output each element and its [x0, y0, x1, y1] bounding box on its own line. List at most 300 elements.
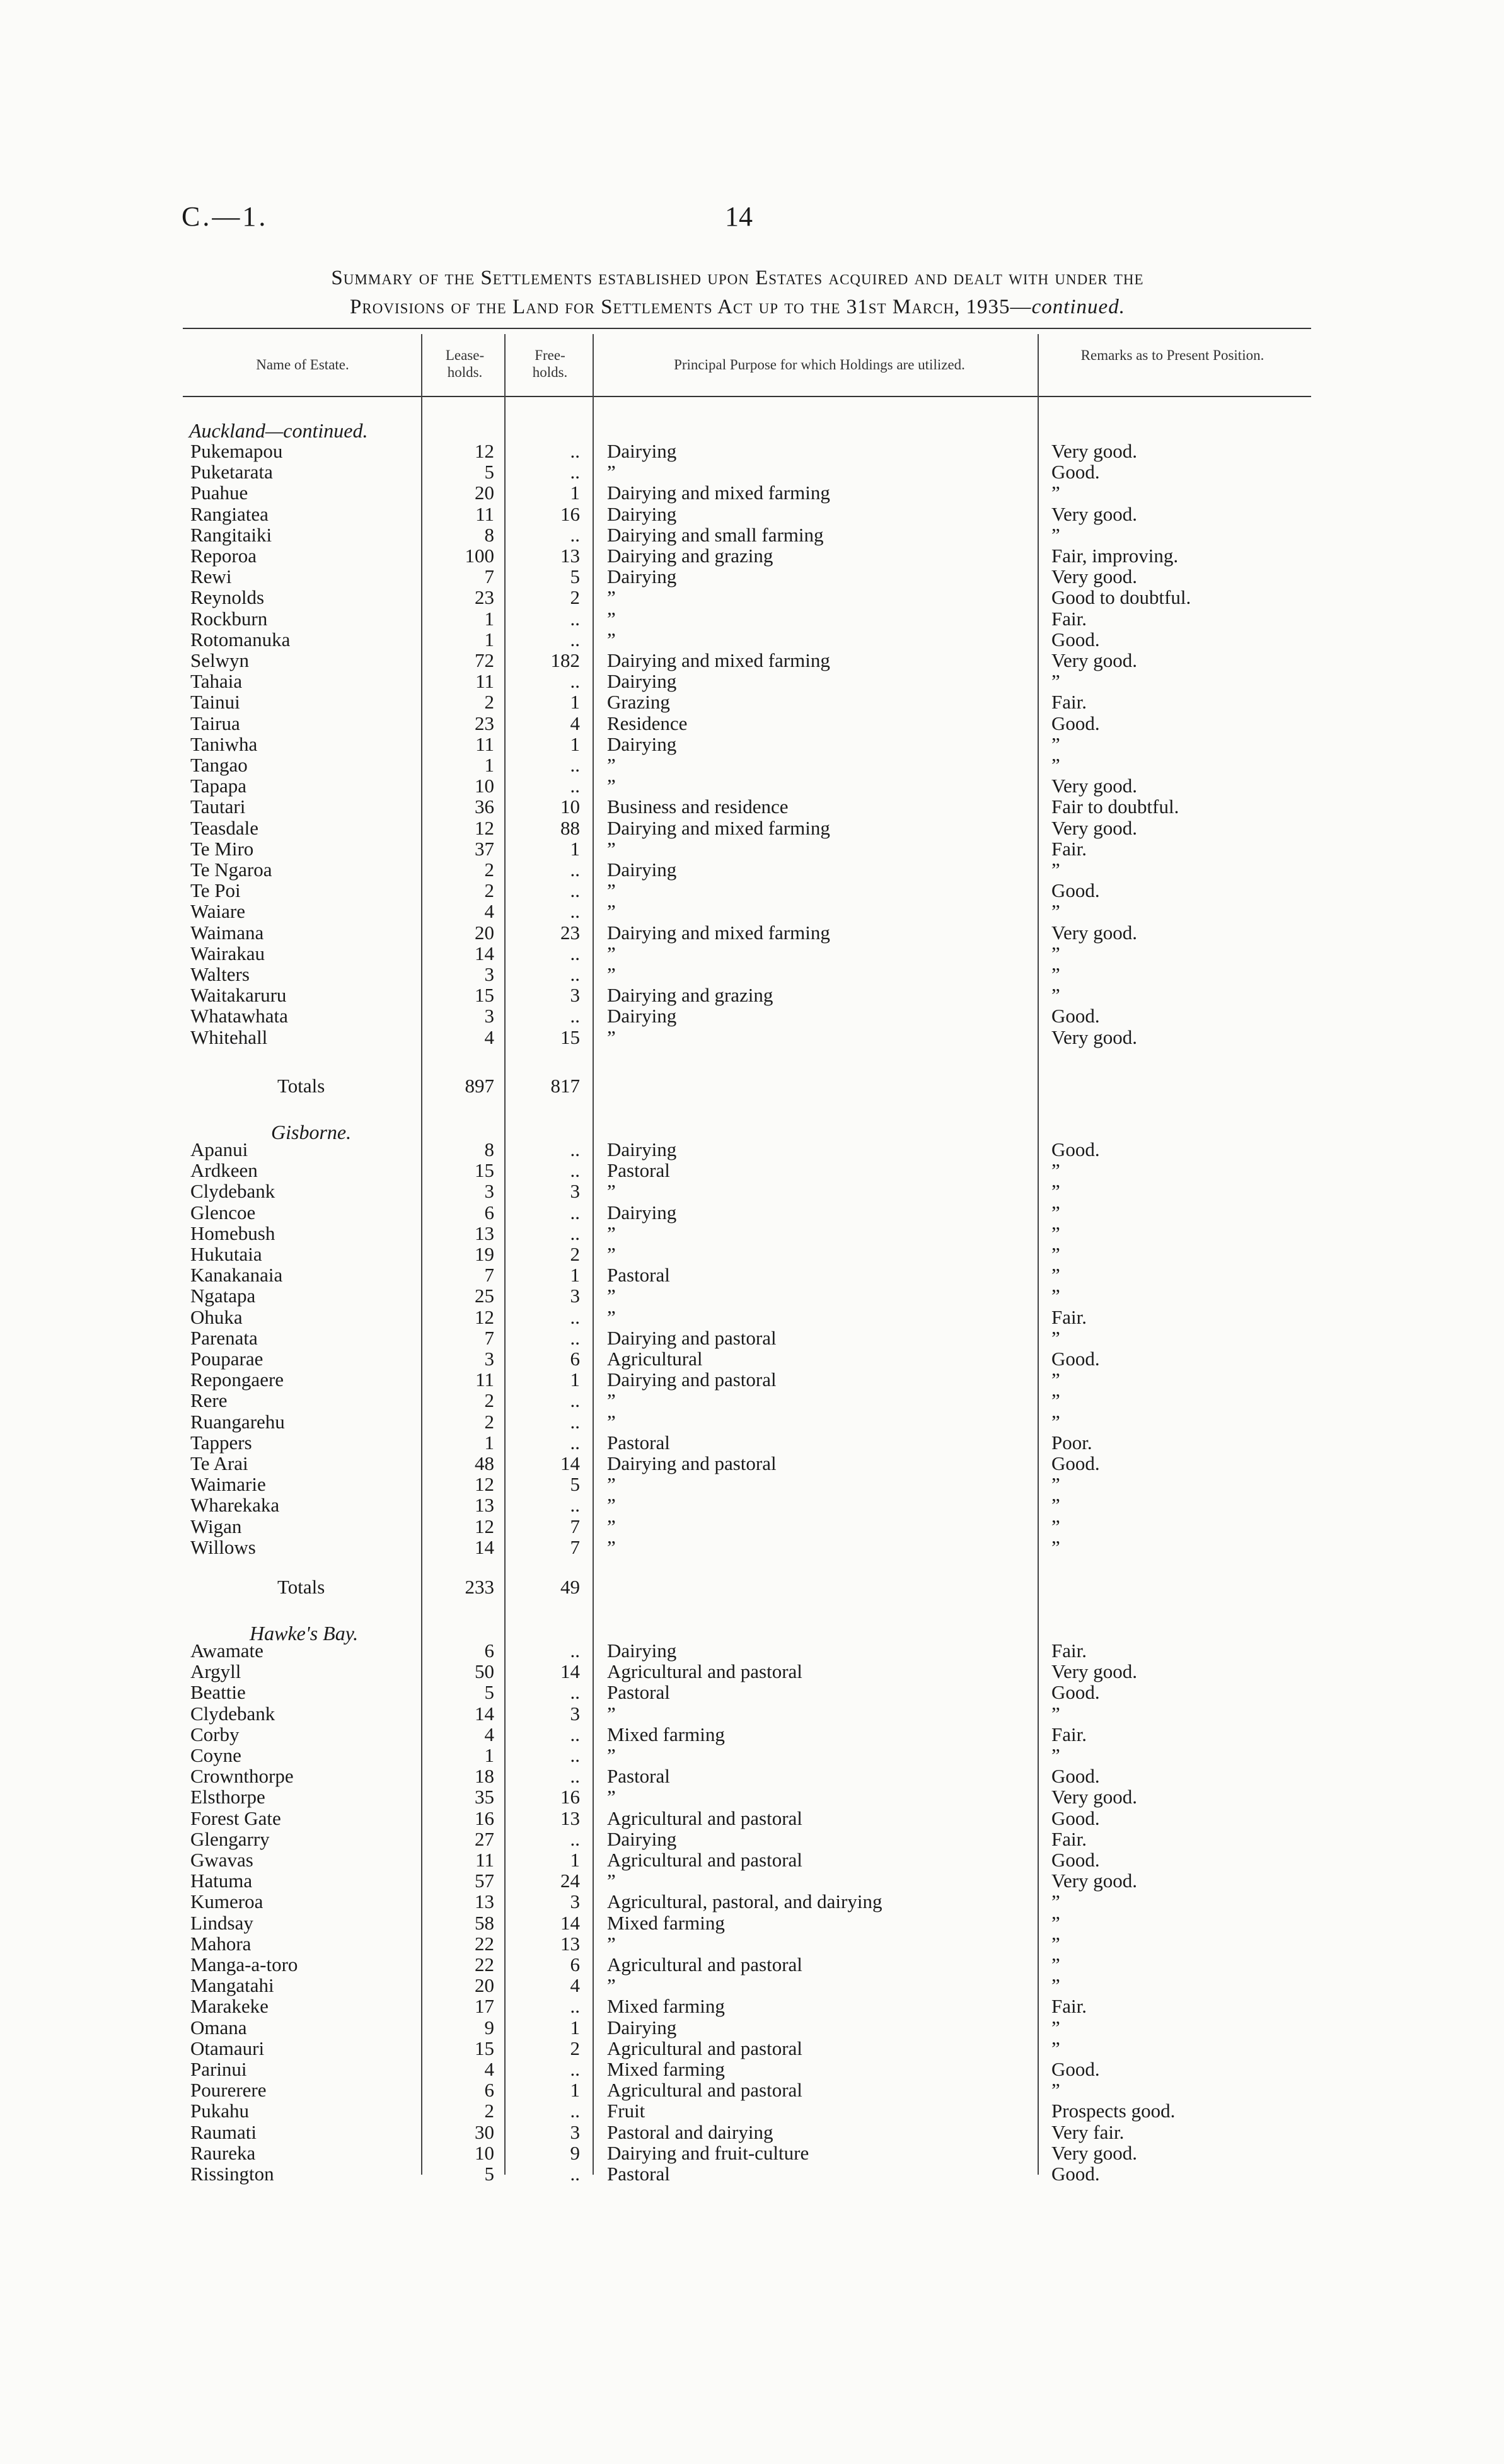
remarks-value: Very good. — [1051, 565, 1138, 588]
purpose-value: Dairying — [607, 1640, 677, 1662]
purpose-value: ” — [607, 628, 616, 651]
leaseholds-value: 12 — [475, 1515, 494, 1537]
table-row — [0, 1349, 1504, 1369]
purpose-value: Pastoral — [607, 1431, 670, 1454]
purpose-value: Dairying — [607, 1138, 677, 1160]
estate-name: Selwyn — [190, 649, 249, 671]
purpose-value: ” — [607, 1536, 616, 1558]
freeholds-value: .. — [570, 461, 580, 483]
freeholds-value: .. — [570, 942, 580, 964]
leaseholds-value: 1 — [484, 754, 494, 776]
leaseholds-value: 14 — [475, 1702, 494, 1725]
remarks-value: ” — [1051, 1890, 1060, 1913]
estate-name: Teasdale — [190, 816, 258, 839]
estate-name: Raumati — [190, 2120, 257, 2143]
purpose-value: Dairying — [607, 502, 677, 525]
estate-name: Ngatapa — [190, 1285, 256, 1307]
purpose-value: Dairying and mixed farming — [607, 921, 830, 944]
estate-name: Rissington — [190, 2163, 274, 2185]
leaseholds-value: 1 — [484, 1431, 494, 1454]
freeholds-value: .. — [570, 1681, 580, 1704]
leaseholds-value: 25 — [475, 1285, 494, 1307]
purpose-value: ” — [607, 586, 616, 609]
freeholds-value: 6 — [570, 1953, 580, 1975]
estate-name: Tautari — [190, 795, 246, 818]
table-row — [0, 797, 1504, 817]
leaseholds-value: 20 — [475, 482, 494, 504]
leaseholds-value: 11 — [475, 1368, 494, 1391]
estate-name: Waimarie — [190, 1473, 266, 1496]
leaseholds-value: 22 — [475, 1932, 494, 1955]
leaseholds-value: 9 — [484, 2016, 494, 2039]
remarks-value: Good. — [1051, 628, 1100, 651]
freeholds-value: .. — [570, 1159, 580, 1182]
remarks-value: Very good. — [1051, 775, 1138, 797]
estate-name: Puahue — [190, 482, 248, 504]
remarks-value: ” — [1051, 1410, 1060, 1433]
table-row — [0, 964, 1504, 985]
table-row — [0, 1934, 1504, 1954]
estate-name: Reporoa — [190, 545, 257, 567]
gisborne-totals-label: Totals — [277, 1576, 325, 1598]
leaseholds-value: 27 — [475, 1827, 494, 1850]
freeholds-value: 2 — [570, 1243, 580, 1265]
purpose-value: ” — [607, 900, 616, 923]
freeholds-value: .. — [570, 963, 580, 985]
table-row — [0, 2059, 1504, 2079]
estate-name: Te Arai — [190, 1452, 248, 1474]
freeholds-value: 13 — [560, 545, 580, 567]
table-row — [0, 546, 1504, 566]
estate-name: Te Ngaroa — [190, 859, 272, 881]
table-row — [0, 671, 1504, 691]
table-row — [0, 776, 1504, 796]
purpose-value: ” — [607, 1786, 616, 1808]
remarks-value: Good. — [1051, 1005, 1100, 1027]
table-row — [0, 1181, 1504, 1201]
purpose-value: Pastoral — [607, 2163, 670, 2185]
leaseholds-value: 35 — [475, 1786, 494, 1808]
purpose-value: Dairying and pastoral — [607, 1326, 777, 1349]
purpose-value: ” — [607, 775, 616, 797]
estate-name: Argyll — [190, 1660, 241, 1683]
leaseholds-value: 2 — [484, 2100, 494, 2122]
title-line-2-text: Provisions of the Land for Settlements Act up to the 31st March, 1935— — [350, 296, 1032, 318]
remarks-value: Very good. — [1051, 649, 1138, 671]
estate-name: Ohuka — [190, 1305, 243, 1328]
remarks-value: ” — [1051, 1953, 1060, 1975]
estate-name: Tangao — [190, 754, 248, 776]
freeholds-value: .. — [570, 1305, 580, 1328]
purpose-value: ” — [607, 1410, 616, 1433]
leaseholds-value: 23 — [475, 712, 494, 734]
remarks-value: ” — [1051, 1932, 1060, 1955]
freeholds-value: .. — [570, 775, 580, 797]
page-title — [151, 263, 1324, 321]
leaseholds-value: 30 — [475, 2120, 494, 2143]
purpose-value: ” — [607, 1494, 616, 1517]
remarks-value: Fair. — [1051, 1723, 1087, 1745]
freeholds-value: .. — [570, 607, 580, 630]
table-row — [0, 441, 1504, 461]
freeholds-value: 5 — [570, 565, 580, 588]
purpose-value: Dairying and pastoral — [607, 1368, 777, 1391]
estate-name: Rewi — [190, 565, 232, 588]
gisborne-totals-freeholds: 49 — [560, 1576, 580, 1598]
remarks-value: Good. — [1051, 1348, 1100, 1370]
purpose-value: ” — [607, 754, 616, 776]
table-row — [0, 2018, 1504, 2038]
freeholds-value: 88 — [560, 816, 580, 839]
freeholds-value: .. — [570, 628, 580, 651]
remarks-value: ” — [1051, 482, 1060, 504]
remarks-value: Very good. — [1051, 816, 1138, 839]
estate-name: Tainui — [190, 691, 240, 714]
purpose-value: Dairying and grazing — [607, 545, 773, 567]
leaseholds-value: 22 — [475, 1953, 494, 1975]
leaseholds-value: 10 — [475, 775, 494, 797]
remarks-value: Very good. — [1051, 1786, 1138, 1808]
purpose-value: Mixed farming — [607, 1723, 725, 1745]
freeholds-value: .. — [570, 523, 580, 546]
leaseholds-value: 3 — [484, 1180, 494, 1203]
leaseholds-value: 20 — [475, 1974, 494, 1997]
remarks-value: ” — [1051, 942, 1060, 964]
estate-name: Wairakau — [190, 942, 265, 964]
estate-name: Marakeke — [190, 1995, 269, 2018]
estate-name: Beattie — [190, 1681, 246, 1704]
purpose-value: Dairying — [607, 670, 677, 693]
remarks-value: Fair. — [1051, 1640, 1087, 1662]
table-row — [0, 1495, 1504, 1515]
leaseholds-value: 4 — [484, 2058, 494, 2080]
table-row — [0, 2039, 1504, 2059]
table-row — [0, 1203, 1504, 1223]
estate-name: Waitakaruru — [190, 984, 287, 1007]
purpose-value: Fruit — [607, 2100, 645, 2122]
purpose-value: ” — [607, 1389, 616, 1412]
leaseholds-value: 2 — [484, 1389, 494, 1412]
table-row — [0, 860, 1504, 880]
estate-name: Omana — [190, 2016, 247, 2039]
estate-name: Parenata — [190, 1326, 258, 1349]
table-row — [0, 1725, 1504, 1745]
freeholds-value: 13 — [560, 1807, 580, 1829]
title-line-2 — [151, 292, 1324, 321]
table-row — [0, 2101, 1504, 2121]
remarks-value: Good. — [1051, 1765, 1100, 1788]
estate-name: Hukutaia — [190, 1243, 262, 1265]
freeholds-value: 10 — [560, 795, 580, 818]
table-row — [0, 2143, 1504, 2163]
estate-name: Lindsay — [190, 1911, 253, 1934]
remarks-value: ” — [1051, 2016, 1060, 2039]
purpose-value: ” — [607, 1870, 616, 1892]
freeholds-value: 7 — [570, 1536, 580, 1558]
purpose-value: Mixed farming — [607, 1911, 725, 1934]
table-row — [0, 1892, 1504, 1912]
remarks-value: ” — [1051, 670, 1060, 693]
estate-name: Rangitaiki — [190, 523, 272, 546]
leaseholds-value: 4 — [484, 1026, 494, 1048]
table-row — [0, 1244, 1504, 1264]
purpose-value: Agricultural, pastoral, and dairying — [607, 1890, 882, 1913]
remarks-value: ” — [1051, 2037, 1060, 2059]
freeholds-value: .. — [570, 1494, 580, 1517]
gisborne-totals-leaseholds: 233 — [465, 1576, 494, 1598]
table-row — [0, 923, 1504, 943]
freeholds-value: 1 — [570, 2016, 580, 2039]
leaseholds-value: 57 — [475, 1870, 494, 1892]
freeholds-value: .. — [570, 670, 580, 693]
column-header-purpose: Principal Purpose for which Holdings are utilized. — [674, 357, 965, 373]
leaseholds-value: 7 — [484, 565, 494, 588]
header-bottom-rule — [183, 396, 1311, 397]
table-row — [0, 714, 1504, 734]
remarks-value: ” — [1051, 1974, 1060, 1997]
purpose-value: Dairying — [607, 732, 677, 755]
table-row — [0, 1391, 1504, 1411]
leaseholds-value: 3 — [484, 1005, 494, 1027]
estate-name: Wigan — [190, 1515, 242, 1537]
remarks-value: ” — [1051, 900, 1060, 923]
table-row — [0, 818, 1504, 838]
remarks-value: ” — [1051, 1180, 1060, 1203]
leaseholds-value: 23 — [475, 586, 494, 609]
freeholds-value: .. — [570, 1138, 580, 1160]
table-row — [0, 1370, 1504, 1390]
leaseholds-value: 18 — [475, 1765, 494, 1788]
estate-name: Homebush — [190, 1222, 275, 1244]
table-row — [0, 1027, 1504, 1048]
table-row — [0, 2164, 1504, 2184]
freeholds-value: 9 — [570, 2141, 580, 2164]
freeholds-value: .. — [570, 2058, 580, 2080]
leaseholds-value: 58 — [475, 1911, 494, 1934]
freeholds-value: 1 — [570, 482, 580, 504]
column-header-freeholds: Free-holds. — [532, 347, 568, 380]
table-row — [0, 609, 1504, 629]
purpose-value: Dairying — [607, 859, 677, 881]
purpose-value: Mixed farming — [607, 1995, 725, 2018]
table-row — [0, 567, 1504, 587]
leaseholds-value: 37 — [475, 837, 494, 860]
purpose-value: Pastoral — [607, 1681, 670, 1704]
remarks-value: ” — [1051, 1285, 1060, 1307]
purpose-value: ” — [607, 1515, 616, 1537]
table-row — [0, 1474, 1504, 1495]
purpose-value: Agricultural and pastoral — [607, 2079, 802, 2102]
purpose-value: ” — [607, 837, 616, 860]
auckland-totals-label: Totals — [277, 1075, 325, 1097]
purpose-value: Dairying and mixed farming — [607, 649, 830, 671]
table-row — [0, 755, 1504, 775]
estate-name: Te Miro — [190, 837, 254, 860]
remarks-value: Fair, improving. — [1051, 545, 1179, 567]
freeholds-value: 2 — [570, 586, 580, 609]
leaseholds-value: 12 — [475, 1473, 494, 1496]
remarks-value: Good to doubtful. — [1051, 586, 1191, 609]
purpose-value: ” — [607, 1932, 616, 1955]
estate-name: Puketarata — [190, 461, 273, 483]
estate-name: Ruangarehu — [190, 1410, 285, 1433]
estate-name: Corby — [190, 1723, 240, 1745]
leaseholds-value: 11 — [475, 670, 494, 693]
table-row — [0, 2080, 1504, 2100]
table-row — [0, 630, 1504, 650]
estate-name: Whatawhata — [190, 1005, 288, 1027]
leaseholds-value: 1 — [484, 607, 494, 630]
freeholds-value: .. — [570, 1431, 580, 1454]
table-row — [0, 1996, 1504, 2016]
leaseholds-value: 20 — [475, 921, 494, 944]
purpose-value: ” — [607, 1222, 616, 1244]
remarks-value: ” — [1051, 1389, 1060, 1412]
remarks-value: Good. — [1051, 1452, 1100, 1474]
remarks-value: Good. — [1051, 2163, 1100, 2185]
table-row — [0, 1328, 1504, 1348]
purpose-value: Pastoral and dairying — [607, 2120, 773, 2143]
table-row — [0, 1955, 1504, 1975]
freeholds-value: .. — [570, 1326, 580, 1349]
purpose-value: Agricultural and pastoral — [607, 1660, 802, 1683]
table-row — [0, 692, 1504, 712]
table-row — [0, 1454, 1504, 1474]
estate-name: Ardkeen — [190, 1159, 258, 1182]
estate-name: Mangatahi — [190, 1974, 274, 1997]
purpose-value: Pastoral — [607, 1264, 670, 1287]
freeholds-value: .. — [570, 879, 580, 902]
freeholds-value: 6 — [570, 1348, 580, 1370]
estate-name: Elsthorpe — [190, 1786, 265, 1808]
leaseholds-value: 3 — [484, 1348, 494, 1370]
remarks-value: ” — [1051, 1243, 1060, 1265]
purpose-value: ” — [607, 942, 616, 964]
purpose-value: Dairying and mixed farming — [607, 816, 830, 839]
remarks-value: Prospects good. — [1051, 2100, 1176, 2122]
remarks-value: ” — [1051, 859, 1060, 881]
freeholds-value: .. — [570, 754, 580, 776]
purpose-value: Agricultural and pastoral — [607, 1953, 802, 1975]
remarks-value: Very fair. — [1051, 2120, 1125, 2143]
purpose-value: ” — [607, 1702, 616, 1725]
estate-name: Glencoe — [190, 1201, 256, 1223]
freeholds-value: 16 — [560, 502, 580, 525]
table-row — [0, 839, 1504, 859]
purpose-value: ” — [607, 1026, 616, 1048]
leaseholds-value: 12 — [475, 816, 494, 839]
remarks-value: Fair. — [1051, 691, 1087, 714]
auckland-totals-freeholds: 817 — [550, 1075, 580, 1097]
table-row — [0, 1223, 1504, 1244]
estate-name: Manga-a-toro — [190, 1953, 298, 1975]
remarks-value: Very good. — [1051, 921, 1138, 944]
freeholds-value: .. — [570, 1827, 580, 1850]
estate-name: Tahaia — [190, 670, 243, 693]
purpose-value: Dairying — [607, 1827, 677, 1850]
leaseholds-value: 3 — [484, 963, 494, 985]
remarks-value: Poor. — [1051, 1431, 1092, 1454]
freeholds-value: 15 — [560, 1026, 580, 1048]
table-row — [0, 881, 1504, 901]
remarks-value: Good. — [1051, 712, 1100, 734]
column-header-remarks: Remarks as to Present Position. — [1080, 347, 1264, 363]
remarks-value: ” — [1051, 984, 1060, 1007]
freeholds-value: .. — [570, 1201, 580, 1223]
purpose-value: Pastoral — [607, 1765, 670, 1788]
estate-name: Clydebank — [190, 1180, 275, 1203]
estate-name: Rangiatea — [190, 502, 269, 525]
freeholds-value: 3 — [570, 1180, 580, 1203]
table-row — [0, 483, 1504, 503]
leaseholds-value: 11 — [475, 732, 494, 755]
estate-name: Pourerere — [190, 2079, 267, 2102]
table-row — [0, 1745, 1504, 1766]
purpose-value: Dairying and mixed farming — [607, 482, 830, 504]
table-row — [0, 2122, 1504, 2143]
estate-name: Tapapa — [190, 775, 247, 797]
freeholds-value: 24 — [560, 1870, 580, 1892]
freeholds-value: 182 — [550, 649, 580, 671]
table-row — [0, 901, 1504, 922]
freeholds-value: 4 — [570, 712, 580, 734]
document-reference: C.—1. — [182, 201, 269, 232]
table-row — [0, 1307, 1504, 1327]
table-row — [0, 1808, 1504, 1829]
purpose-value: ” — [607, 607, 616, 630]
remarks-value: ” — [1051, 1222, 1060, 1244]
leaseholds-value: 19 — [475, 1243, 494, 1265]
remarks-value: Fair. — [1051, 1995, 1087, 2018]
column-header-name: Name of Estate. — [256, 357, 349, 373]
purpose-value: Dairying and fruit-culture — [607, 2141, 809, 2164]
estate-name: Hatuma — [190, 1870, 253, 1892]
estate-name: Coyne — [190, 1744, 241, 1766]
freeholds-value: .. — [570, 2100, 580, 2122]
column-header-leaseholds: Lease-holds. — [445, 347, 485, 380]
leaseholds-value: 14 — [475, 1536, 494, 1558]
estate-name: Awamate — [190, 1640, 263, 1662]
freeholds-value: 1 — [570, 837, 580, 860]
leaseholds-value: 100 — [465, 545, 494, 567]
remarks-value: Good. — [1051, 1138, 1100, 1160]
freeholds-value: 3 — [570, 1890, 580, 1913]
leaseholds-value: 4 — [484, 1723, 494, 1745]
remarks-value: Very good. — [1051, 1870, 1138, 1892]
table-row — [0, 1160, 1504, 1181]
table-row — [0, 1286, 1504, 1306]
remarks-value: ” — [1051, 1536, 1060, 1558]
freeholds-value: 13 — [560, 1932, 580, 1955]
leaseholds-value: 17 — [475, 1995, 494, 2018]
purpose-value: ” — [607, 1180, 616, 1203]
remarks-value: Good. — [1051, 1849, 1100, 1871]
freeholds-value: 3 — [570, 1702, 580, 1725]
leaseholds-value: 15 — [475, 984, 494, 1007]
remarks-value: ” — [1051, 754, 1060, 776]
leaseholds-value: 48 — [475, 1452, 494, 1474]
freeholds-value: 14 — [560, 1660, 580, 1683]
remarks-value: ” — [1051, 1326, 1060, 1349]
estate-name: Rotomanuka — [190, 628, 291, 651]
freeholds-value: .. — [570, 440, 580, 462]
table-row — [0, 462, 1504, 482]
remarks-value: ” — [1051, 1368, 1060, 1391]
remarks-value: ” — [1051, 1911, 1060, 1934]
remarks-value: Good. — [1051, 1807, 1100, 1829]
purpose-value: Dairying and small farming — [607, 523, 824, 546]
estate-name: Parinui — [190, 2058, 247, 2080]
